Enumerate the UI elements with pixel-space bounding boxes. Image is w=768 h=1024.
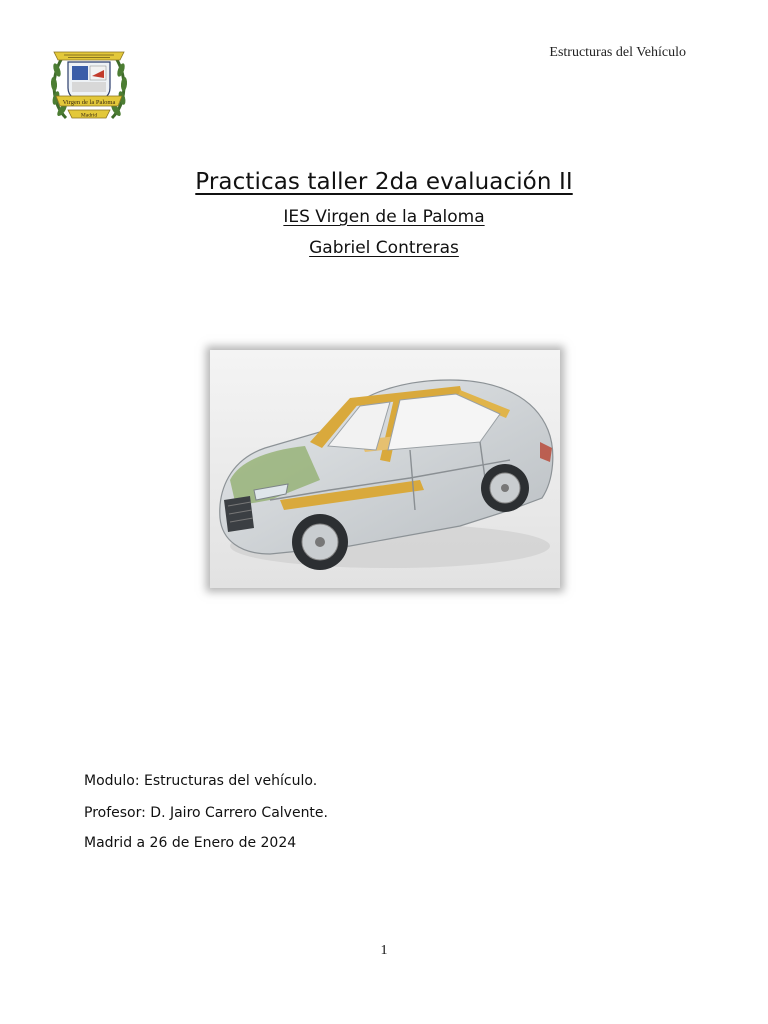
author-name: Gabriel Contreras [309,238,459,258]
school-crest-laurel-icon [48,44,130,130]
logo-banner-text: Virgen de la Paloma [62,99,116,106]
module-line: Modulo: Estructuras del vehículo. [84,773,318,789]
car-image-frame [210,350,560,588]
car-body-structure-illustration [210,350,560,588]
school-logo [48,44,130,130]
page-number: 1 [380,943,388,958]
logo-lower-text: Madrid [80,112,98,119]
document-title: Practicas taller 2da evaluación II [195,169,573,195]
institution-name: IES Virgen de la Paloma [283,207,485,227]
professor-line: Profesor: D. Jairo Carrero Calvente. [84,805,328,821]
running-header: Estructuras del Vehículo [549,45,686,60]
place-date-line: Madrid a 26 de Enero de 2024 [84,835,297,851]
